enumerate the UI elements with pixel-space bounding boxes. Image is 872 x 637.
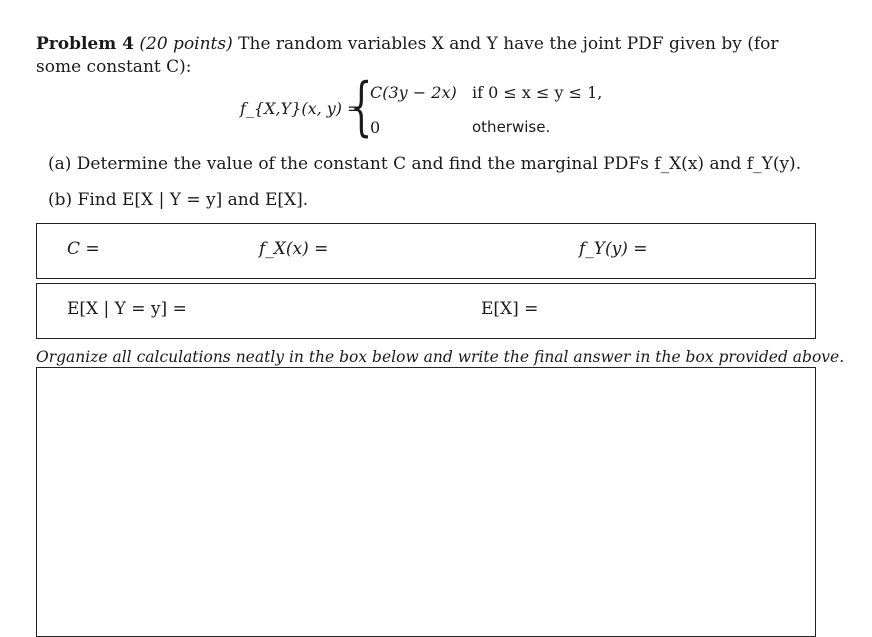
case2-expression: 0 (370, 118, 381, 137)
problem-text: The random variables X and Y have the joint PDF given by (for some constant C): (36, 34, 779, 77)
answer-c-label: C = (67, 239, 100, 259)
left-brace: { (350, 70, 373, 144)
answer-cond-exp-label: E[X | Y = y] = (67, 299, 187, 319)
answer-row-2[interactable] (36, 283, 816, 339)
problem-label: Problem 4 (36, 34, 134, 54)
formula-lhs: f_{X,Y}(x, y) = (240, 99, 361, 118)
case1-condition: if 0 ≤ x ≤ y ≤ 1, (472, 83, 603, 102)
problem-statement (36, 33, 826, 79)
case2-condition: otherwise. (472, 118, 551, 136)
part-b: (b) Find E[X | Y = y] and E[X]. (48, 190, 309, 210)
case1-expression: C(3y − 2x) (370, 83, 457, 102)
answer-fx-label: f_X(x) = (259, 239, 329, 259)
answer-fy-label: f_Y(y) = (579, 239, 648, 259)
part-a: (a) Determine the value of the constant C and find the marginal PDFs f_X(x) and f_Y(y). (48, 154, 802, 174)
problem-points: (20 points) (139, 34, 233, 54)
answer-row-1[interactable] (36, 223, 816, 279)
joint-pdf-formula (240, 70, 660, 144)
instruction-text: Organize all calculations neatly in the box below and write the final answer in the box provided above. (36, 348, 845, 366)
answer-exp-label: E[X] = (481, 299, 539, 319)
calculation-box[interactable] (36, 367, 816, 637)
